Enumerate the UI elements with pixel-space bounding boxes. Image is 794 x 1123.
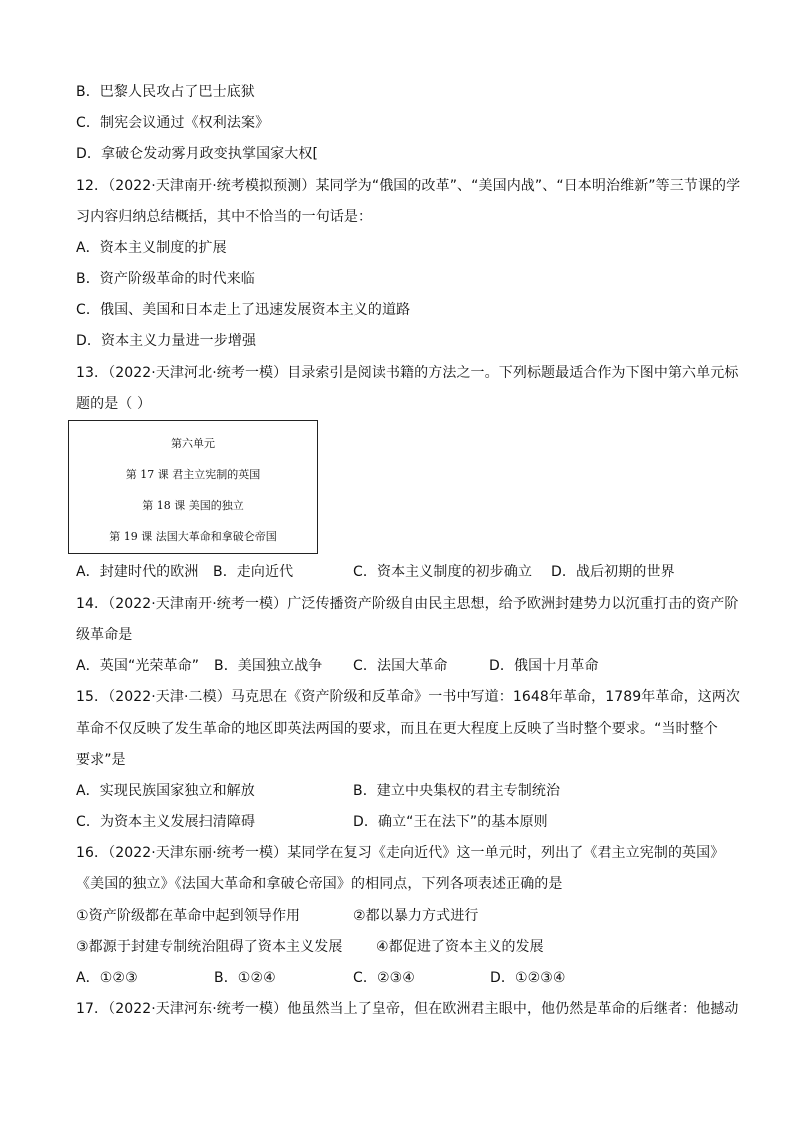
q16-stem-line2: 《美国的独立》《法国大革命和拿破仑帝国》的相同点，下列各项表述正确的是	[76, 876, 563, 892]
q16-item-1: ①资产阶级都在革命中起到领导作用	[76, 908, 301, 924]
q11-option-b: B．巴黎人民攻占了巴士底狱	[76, 84, 255, 100]
q11-option-c: C．制宪会议通过《权利法案》	[76, 115, 270, 131]
q15-stem-line1: 15．（2022·天津·二模）马克思在《资产阶级和反革命》一书中写道：1648年革命，1789年革命，这两次	[76, 689, 740, 705]
q15-option-d: D．确立“王在法下”的基本原则	[353, 814, 548, 830]
q13-option-b: B．走向近代	[213, 564, 294, 580]
q12-stem-line1: 12．（2022·天津南开·统考模拟预测）某同学为“俄国的改革”、“美国内战”、“日本明治维新”等三节课的学	[76, 178, 741, 194]
q12-option-d: D．资本主义力量进一步增强	[76, 333, 257, 349]
q16-option-c: C．②③④	[353, 970, 415, 986]
q12-option-c: C．俄国、美国和日本走上了迅速发展资本主义的道路	[76, 302, 411, 318]
q13-option-d: D．战后初期的世界	[551, 564, 675, 580]
q15-option-b: B．建立中央集权的君主专制统治	[353, 783, 561, 799]
q16-item-4: ④都促进了资本主义的发展	[376, 939, 544, 955]
q16-option-a: A．①②③	[76, 970, 138, 986]
lesson-19: 第 19 课 法国大革命和拿破仑帝国	[109, 530, 277, 543]
q13-option-c: C．资本主义制度的初步确立	[353, 564, 533, 580]
q15-stem-line2: 革命不仅反映了发生革命的地区即英法两国的要求，而且在更大程度上反映了当时整个要求。“当时整个	[76, 721, 718, 737]
q13-stem-line1: 13．（2022·天津河北·统考一模）目录索引是阅读书籍的方法之一。下列标题最适合作为下图中第六单元标	[76, 365, 739, 381]
q16-option-d: D．①②③④	[490, 970, 566, 986]
q16-stem-line1: 16．（2022·天津东丽·统考一模）某同学在复习《走向近代》这一单元时，列出了《君主立宪制的英国》	[76, 845, 725, 861]
q12-stem-line2: 习内容归纳总结概括，其中不恰当的一句话是：	[76, 209, 373, 225]
q14-option-d: D．俄国十月革命	[489, 658, 599, 674]
q16-option-b: B．①②④	[214, 970, 276, 986]
table-of-contents-figure	[68, 420, 318, 554]
q14-option-c: C．法国大革命	[353, 658, 448, 674]
q14-option-b: B．美国独立战争	[214, 658, 323, 674]
lesson-18: 第 18 课 美国的独立	[142, 499, 244, 512]
q13-stem-line2: 题的是（ ）	[76, 396, 152, 412]
q15-option-a: A．实现民族国家独立和解放	[76, 783, 255, 799]
q14-stem-line2: 级革命是	[76, 627, 133, 643]
q12-option-a: A．资本主义制度的扩展	[76, 240, 227, 256]
q14-option-a: A．英国“光荣革命”	[76, 658, 200, 674]
q12-option-b: B．资产阶级革命的时代来临	[76, 271, 255, 287]
q13-option-a: A．封建时代的欧洲	[76, 564, 199, 580]
q17-stem-line1: 17．（2022·天津河东·统考一模）他虽然当上了皇帝，但在欧洲君主眼中，他仍然是革命的后继者：他撼动	[76, 1001, 739, 1017]
q11-option-d: D．拿破仑发动雾月政变执掌国家大权[	[76, 146, 319, 162]
unit-title: 第六单元	[171, 437, 215, 450]
q15-option-c: C．为资本主义发展扫清障碍	[76, 814, 256, 830]
lesson-17: 第 17 课 君主立宪制的英国	[125, 468, 261, 481]
q16-item-2: ②都以暴力方式进行	[353, 908, 479, 924]
q16-item-3: ③都源于封建专制统治阻碍了资本主义发展	[76, 939, 343, 955]
q15-stem-line3: 要求”是	[76, 752, 126, 768]
q14-stem-line1: 14．（2022·天津南开·统考一模）广泛传播资产阶级自由民主思想，给予欧洲封建势力以沉重打击的资产阶	[76, 596, 739, 612]
